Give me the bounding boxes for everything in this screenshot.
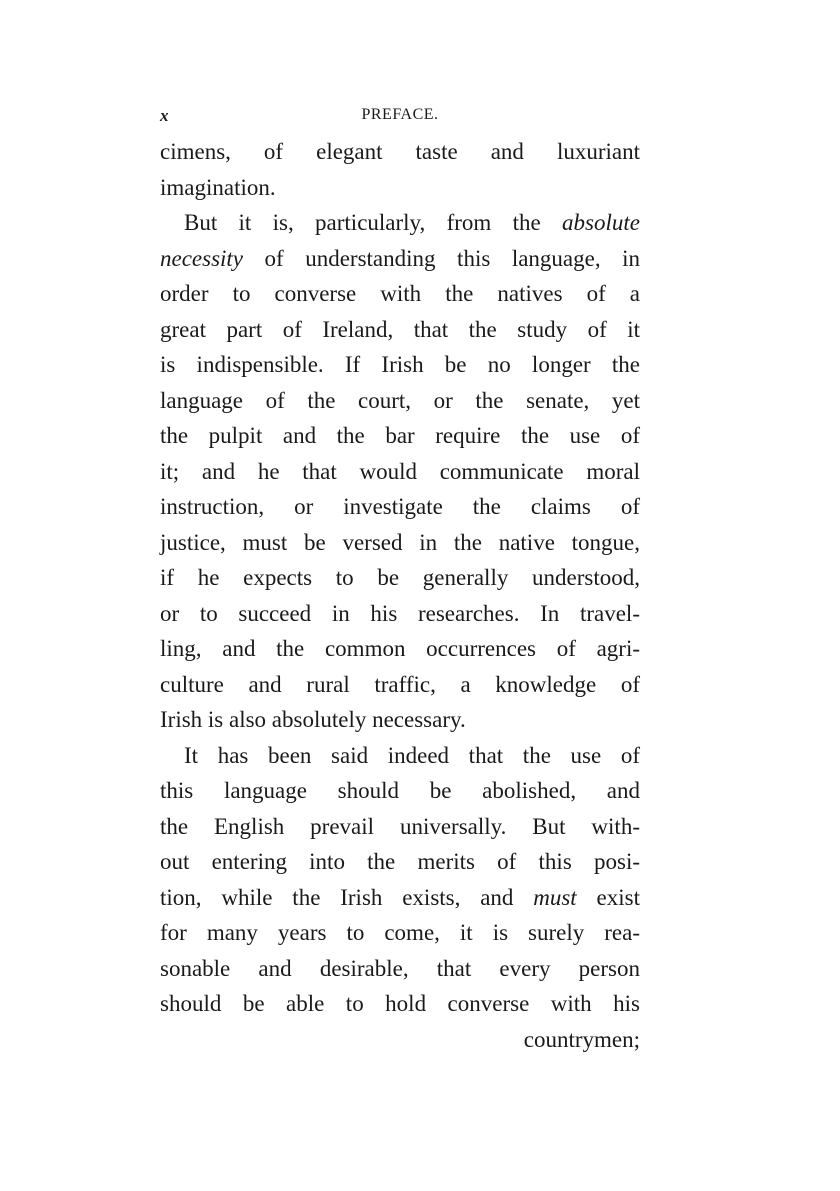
running-head: PREFACE. bbox=[361, 106, 439, 123]
text-line: great part of Ireland, that the study of it bbox=[160, 316, 640, 342]
text-line: should be able to hold converse with his bbox=[160, 991, 640, 1016]
text-line: is indispensible. If Irish be no longer the bbox=[160, 352, 640, 377]
text-line: or to succeed in his researches. In travel- bbox=[160, 600, 640, 626]
page-number: x bbox=[160, 106, 169, 125]
text-run: But it is, particularly, from the bbox=[184, 210, 563, 235]
text-line bbox=[160, 205, 640, 241]
text-run: of understanding this language, in bbox=[243, 245, 640, 271]
emphasis-text: necessity bbox=[160, 245, 244, 271]
text-line: sonable and desirable, that every person bbox=[160, 955, 640, 981]
text-line: out entering into the merits of this posi- bbox=[160, 849, 640, 874]
text-line: language of the court, or the senate, yet bbox=[160, 387, 640, 413]
text-line: order to converse with the natives of a bbox=[160, 281, 640, 306]
page-header bbox=[160, 100, 640, 128]
text-line: It has been said indeed that the use of bbox=[184, 742, 640, 768]
text-line: if he expects to be generally understood, bbox=[160, 565, 640, 590]
text-line: it; and he that would communicate moral bbox=[160, 458, 640, 484]
text-line bbox=[160, 241, 640, 277]
text-line: imagination. bbox=[160, 174, 276, 200]
text-run: tion, while the Irish exists, and bbox=[160, 884, 534, 910]
text-line bbox=[160, 880, 640, 916]
text-run: exist bbox=[576, 884, 640, 910]
emphasis-text: must bbox=[533, 884, 577, 910]
text-line: cimens, of elegant taste and luxuriant bbox=[160, 139, 640, 164]
emphasis-text: absolute bbox=[562, 210, 640, 235]
text-line: instruction, or investigate the claims of bbox=[160, 494, 640, 519]
text-line: Irish is also absolutely necessary. bbox=[160, 707, 466, 732]
body-text bbox=[160, 134, 640, 1057]
text-line: culture and rural traffic, a knowledge of bbox=[160, 671, 640, 697]
catchword: countrymen; bbox=[523, 1026, 640, 1052]
text-line: the pulpit and the bar require the use of bbox=[160, 423, 640, 448]
page bbox=[160, 100, 640, 1057]
text-line: justice, must be versed in the native tongue, bbox=[160, 529, 640, 555]
text-line: for many years to come, it is surely rea- bbox=[160, 920, 640, 945]
text-line: the English prevail universally. But with- bbox=[160, 813, 640, 839]
text-line: ling, and the common occurrences of agri- bbox=[160, 636, 640, 661]
text-line: this language should be abolished, and bbox=[160, 778, 640, 803]
